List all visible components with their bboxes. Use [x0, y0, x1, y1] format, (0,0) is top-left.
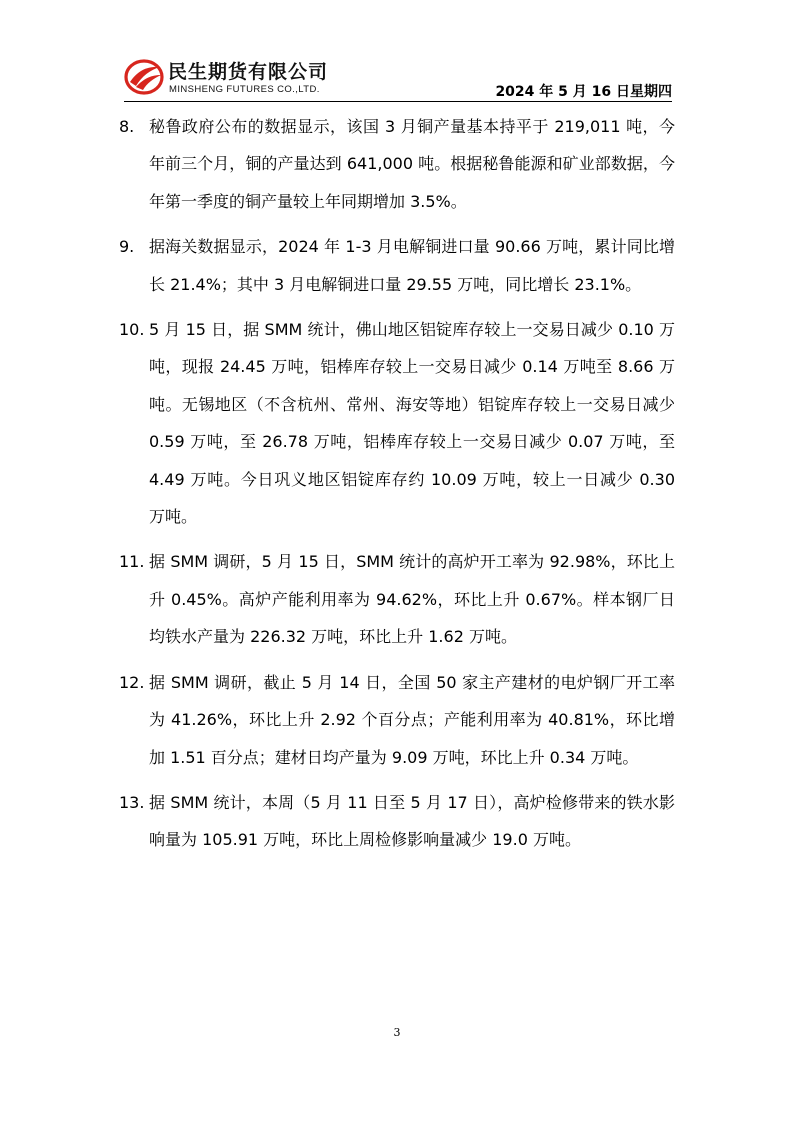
item-text: 5 月 15 日，据 SMM 统计，佛山地区铝锭库存较上一交易日减少 0.10 万吨，现报 24.45 万吨，铝棒库存较上一交易日减少 0.14 万吨至 8.66 万吨。无锡地区（不含杭州、常州、海安等地）铝锭库存较上一交易日减少 0.59 万吨，至 26.78 万吨，铝棒库存较上一交易日减少 0.07 万吨，至 4.49 万吨。今日巩义地区铝锭库存约 10.09 万吨，较上一日减少 0.30 万吨。	[149, 320, 675, 527]
item-number: 9.	[119, 237, 135, 257]
news-item	[119, 543, 675, 655]
item-number: 11.	[119, 552, 145, 572]
news-list	[119, 108, 675, 867]
item-number: 10.	[119, 320, 145, 340]
news-item	[119, 664, 675, 776]
report-date: 2024 年 5 月 16 日星期四	[495, 84, 672, 100]
news-item	[119, 784, 675, 859]
item-text: 据 SMM 统计，本周（5 月 11 日至 5 月 17 日），高炉检修带来的铁水影响量为 105.91 万吨，环比上周检修影响量减少 19.0 万吨。	[149, 792, 675, 850]
company-name-cn: 民生期货有限公司	[168, 61, 329, 83]
company-name-en: MINSHENG FUTURES CO.,LTD.	[169, 84, 320, 95]
news-item	[119, 108, 675, 220]
news-item	[119, 228, 675, 303]
header-divider	[124, 101, 672, 102]
item-number: 8.	[119, 117, 135, 136]
item-text: 据海关数据显示，2024 年 1-3 月电解铜进口量 90.66 万吨，累计同比增长 21.4%；其中 3 月电解铜进口量 29.55 万吨，同比增长 23.1%。	[149, 237, 675, 294]
page-number: 3	[393, 1026, 401, 1039]
company-logo	[124, 56, 356, 100]
news-item	[119, 311, 675, 535]
item-number: 12.	[119, 672, 145, 692]
item-text: 据 SMM 调研，截止 5 月 14 日，全国 50 家主产建材的电炉钢厂开工率为 41.26%，环比上升 2.92 个百分点；产能利用率为 40.81%，环比增加 1.51 百分点；建材日均产量为 9.09 万吨，环比上升 0.34 万吨。	[149, 672, 675, 767]
item-text: 据 SMM 调研，5 月 15 日，SMM 统计的高炉开工率为 92.98%，环比上升 0.45%。高炉产能利用率为 94.62%，环比上升 0.67%。样本钢厂日均铁水产量为 226.32 万吨，环比上升 1.62 万吨。	[149, 552, 675, 647]
page-header	[124, 52, 672, 102]
minsheng-logo-icon	[124, 58, 164, 96]
item-number: 13.	[119, 792, 145, 812]
item-text: 秘鲁政府公布的数据显示，该国 3 月铜产量基本持平于 219,011 吨，今年前三个月，铜的产量达到 641,000 吨。根据秘鲁能源和矿业部数据，今年第一季度的铜产量较上年同期增加 3.5%。	[149, 117, 675, 211]
